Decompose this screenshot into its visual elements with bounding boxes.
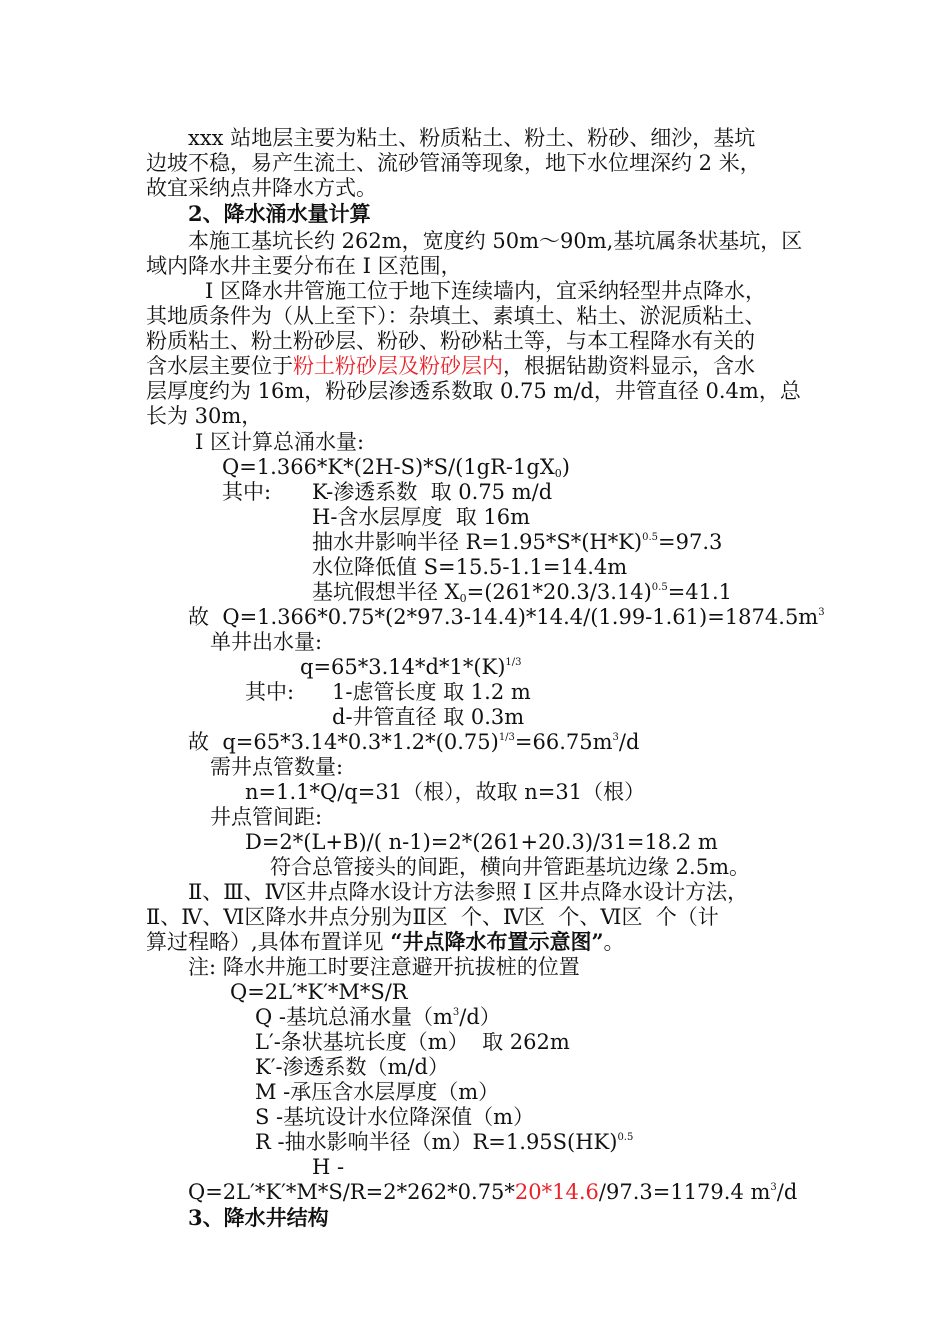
final-formula — [188, 1180, 797, 1204]
layout-diagram-reference: “井点降水布置示意图” — [390, 929, 604, 954]
note-h-definition: H - — [312, 1155, 345, 1179]
single-well-formula-main: q=65*3.14*d*1*(K) — [300, 655, 506, 679]
site-line-2: 域内降水井主要分布在 I 区范围， — [146, 254, 462, 278]
k-definition: K-渗透系数 取 0.75 m/d — [312, 480, 553, 504]
other-zones-line-3-end: 。 — [603, 930, 625, 954]
well-spacing-formula: D=2*(L+B)/( n-1)=2*(261+20.3)/31=18.2 m — [245, 830, 718, 854]
cubic-exponent: 3 — [818, 607, 825, 618]
final-formula-highlight: 20*14.6 — [514, 1180, 599, 1204]
single-well-result-exponent: 1/3 — [498, 732, 515, 743]
final-formula-exponent: 3 — [770, 1182, 777, 1193]
total-inflow-result — [188, 605, 825, 629]
note-l-definition: L′-条状基坑长度（m） 取 262m — [255, 1030, 570, 1054]
other-zones-line-1: Ⅱ、Ⅲ、Ⅳ区井点降水设计方法参照 I 区井点降水设计方法， — [188, 880, 749, 904]
note-m-definition: M -承压含水层厚度（m） — [255, 1080, 500, 1104]
spacing-conclusion: 符合总管接头的间距，横向井管距基坑边缘 2.5m。 — [270, 855, 750, 879]
note-s-definition: S -基坑设计水位降深值（m） — [255, 1105, 535, 1129]
intro-line-1: xxx 站地层主要为粘土、粉质粘土、粉土、粉砂、细沙，基坑 — [188, 126, 756, 150]
single-well-result-value: =66.75m — [514, 730, 613, 754]
final-formula-unit: /d — [776, 1180, 798, 1204]
r-value: =97.3 — [658, 530, 723, 554]
l-definition: 1-虑管长度 取 1.2 m — [332, 680, 531, 704]
x0-value: =41.1 — [667, 580, 733, 604]
section-heading-2: 2、降水涌水量计算 — [188, 201, 371, 226]
single-well-exponent: 1/3 — [505, 657, 522, 668]
zone1-line-1: I 区降水井管施工位于地下连续墙内，宜采纳轻型井点降水， — [205, 279, 766, 303]
zone1-line-4 — [146, 354, 755, 378]
other-zones-line-3 — [146, 930, 625, 954]
d-definition: d-井管直径 取 0.3m — [332, 705, 525, 729]
formula-total-inflow — [222, 455, 570, 479]
single-well-result-cubic: 3 — [612, 732, 619, 743]
formula-total-inflow-end: ) — [561, 455, 570, 479]
r-definition-main: 抽水井影响半径 R=1.95*S*(H*K) — [312, 530, 643, 554]
zone1-line-4-start: 含水层主要位于 — [146, 354, 293, 378]
other-zones-line-3-start: 算过程略）,具体布置详见 — [146, 930, 391, 954]
x0-definition — [312, 580, 732, 604]
note-r-main: R -抽水影响半径（m）R=1.95S(HK) — [255, 1130, 618, 1154]
final-formula-start: Q=2L′*K′*M*S/R=2*262*0.75* — [188, 1180, 515, 1204]
note-r-definition — [255, 1130, 633, 1154]
well-spacing-title: 井点管间距: — [210, 805, 323, 829]
aquifer-highlight: 粉土粉砂层及粉砂层内 — [293, 354, 503, 378]
r-exponent: 0.5 — [642, 532, 659, 543]
where-label-1: 其中: — [222, 480, 272, 504]
x0-subscript: 0 — [459, 592, 467, 605]
s-definition: 水位降低值 S=15.5-1.1=14.4m — [312, 555, 628, 579]
well-count-formula: n=1.1*Q/q=31（根），故取 n=31（根） — [245, 780, 646, 804]
zone1-line-5: 层厚度约为 16m，粉砂层渗透系数取 0.75 m/d，井管直径 0.4m，总 — [146, 379, 801, 403]
note-line: 注: 降水井施工时要注意避开抗拔桩的位置 — [188, 955, 580, 979]
x0-exponent: 0.5 — [651, 582, 668, 593]
h-definition: H-含水层厚度 取 16m — [312, 505, 531, 529]
intro-line-3: 故宜采纳点井降水方式。 — [146, 176, 377, 200]
section-heading-3: 3、降水井结构 — [188, 1205, 329, 1230]
note-r-exponent: 0.5 — [617, 1132, 634, 1143]
formula-subscript: 0 — [554, 467, 562, 480]
zone1-line-6: 长为 30m， — [146, 404, 263, 428]
single-well-result-unit: /d — [618, 730, 640, 754]
single-well-result-main: 故 q=65*3.14*0.3*1.2*(0.75) — [188, 730, 499, 754]
intro-line-2: 边坡不稳，易产生流土、流砂管涌等现象，地下水位埋深约 2 米， — [146, 151, 761, 175]
note-q-definition — [255, 1005, 501, 1029]
note-q-main: Q -基坑总涌水量（m — [255, 1005, 453, 1029]
x0-label: 基坑假想半径 X — [312, 580, 460, 604]
where-label-2: 其中: — [245, 680, 295, 704]
single-well-result — [188, 730, 639, 754]
final-formula-value: /97.3=1179.4 m — [598, 1180, 771, 1204]
note-q-unit: /d） — [459, 1005, 501, 1029]
x0-formula: =(261*20.3/3.14) — [466, 580, 652, 604]
calc-title: I 区计算总涌水量: — [195, 430, 365, 454]
single-well-formula — [300, 655, 522, 679]
single-well-title: 单井出水量: — [210, 630, 323, 654]
site-line-1: 本施工基坑长约 262m，宽度约 50m～90m,基坑属条状基坑，区 — [188, 229, 803, 253]
formula-total-inflow-main: Q=1.366*K*(2H-S)*S/(1gR-1gX — [222, 455, 555, 479]
total-inflow-result-main: 故 Q=1.366*0.75*(2*97.3-14.4)*14.4/(1.99-1.61)=1874.5m — [188, 605, 819, 629]
note-k-definition: K′-渗透系数（m/d） — [255, 1055, 449, 1079]
zone1-line-3: 粉质粘土、粉土粉砂层、粉砂、粉砂粘土等，与本工程降水有关的 — [146, 329, 755, 353]
zone1-line-4-end: ，根据钻勘资料显示，含水 — [503, 354, 755, 378]
well-count-title: 需井点管数量: — [210, 755, 344, 779]
note-formula: Q=2L′*K′*M*S/R — [230, 980, 408, 1004]
other-zones-line-2: Ⅱ、Ⅳ、Ⅵ区降水井点分别为Ⅱ区 个、Ⅳ区 个、Ⅵ区 个（计 — [146, 905, 719, 929]
zone1-line-2: 其地质条件为（从上至下）：杂填土、素填土、粘土、淤泥质粘土、 — [146, 304, 766, 328]
r-definition — [312, 530, 722, 554]
note-q-exponent: 3 — [452, 1007, 460, 1018]
